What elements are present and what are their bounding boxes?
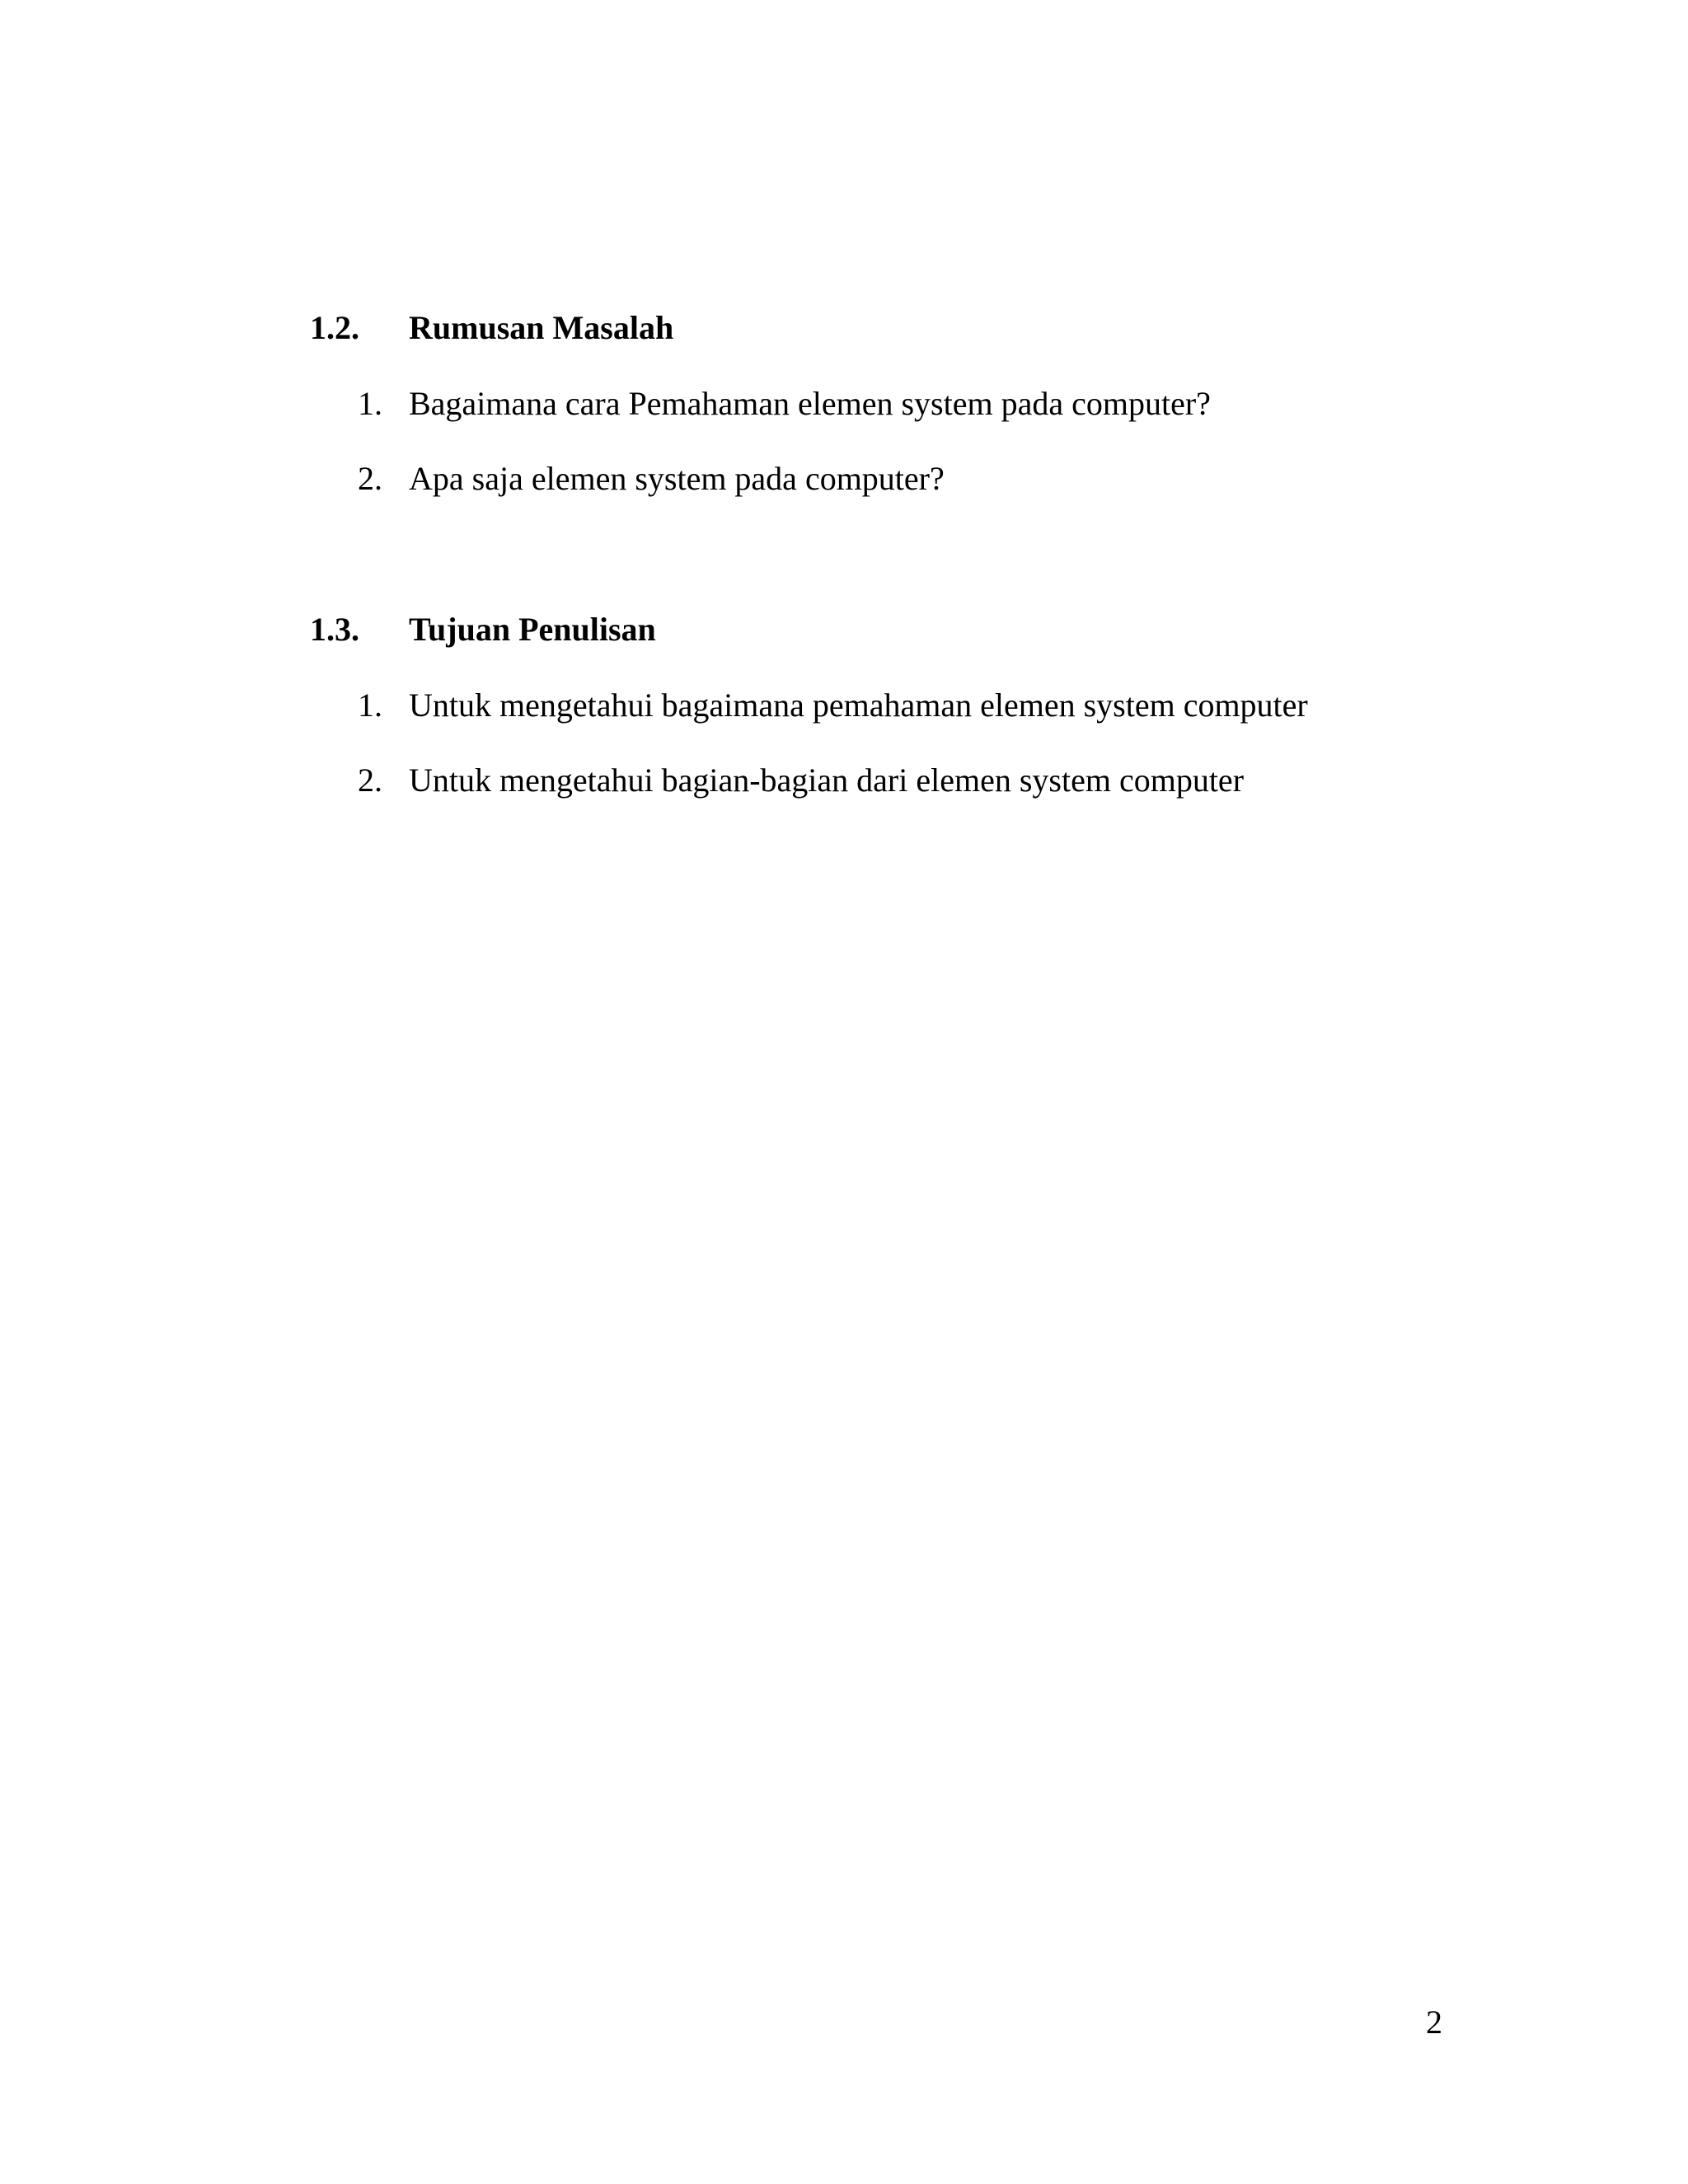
page-number: 2 — [1426, 2004, 1442, 2041]
list-item — [310, 379, 1464, 429]
list-item — [310, 454, 1464, 504]
list-item-text: Bagaimana cara Pemahaman elemen system pada computer? — [409, 385, 1211, 422]
section-heading — [310, 605, 1464, 654]
section-title: Rumusan Masalah — [409, 309, 674, 346]
list-item-number: 1. — [358, 385, 382, 422]
list-item-text: Untuk mengetahui bagaimana pemahaman elemen system computer — [409, 687, 1308, 724]
list-item — [310, 681, 1464, 730]
list-item-number: 1. — [358, 687, 382, 724]
numbered-list — [310, 681, 1464, 805]
section-tujuan-penulisan — [310, 605, 1464, 831]
section-number: 1.2. — [310, 309, 359, 346]
list-item-number: 2. — [358, 460, 382, 497]
numbered-list — [310, 379, 1464, 504]
list-item-text: Apa saja elemen system pada computer? — [409, 460, 945, 497]
section-number: 1.3. — [310, 611, 359, 648]
section-rumusan-masalah — [310, 303, 1464, 529]
list-item-number: 2. — [358, 762, 382, 799]
section-heading — [310, 303, 1464, 353]
list-item — [310, 756, 1464, 805]
section-title: Tujuan Penulisan — [409, 611, 656, 648]
list-item-text: Untuk mengetahui bagian-bagian dari elemen system computer — [409, 762, 1245, 799]
